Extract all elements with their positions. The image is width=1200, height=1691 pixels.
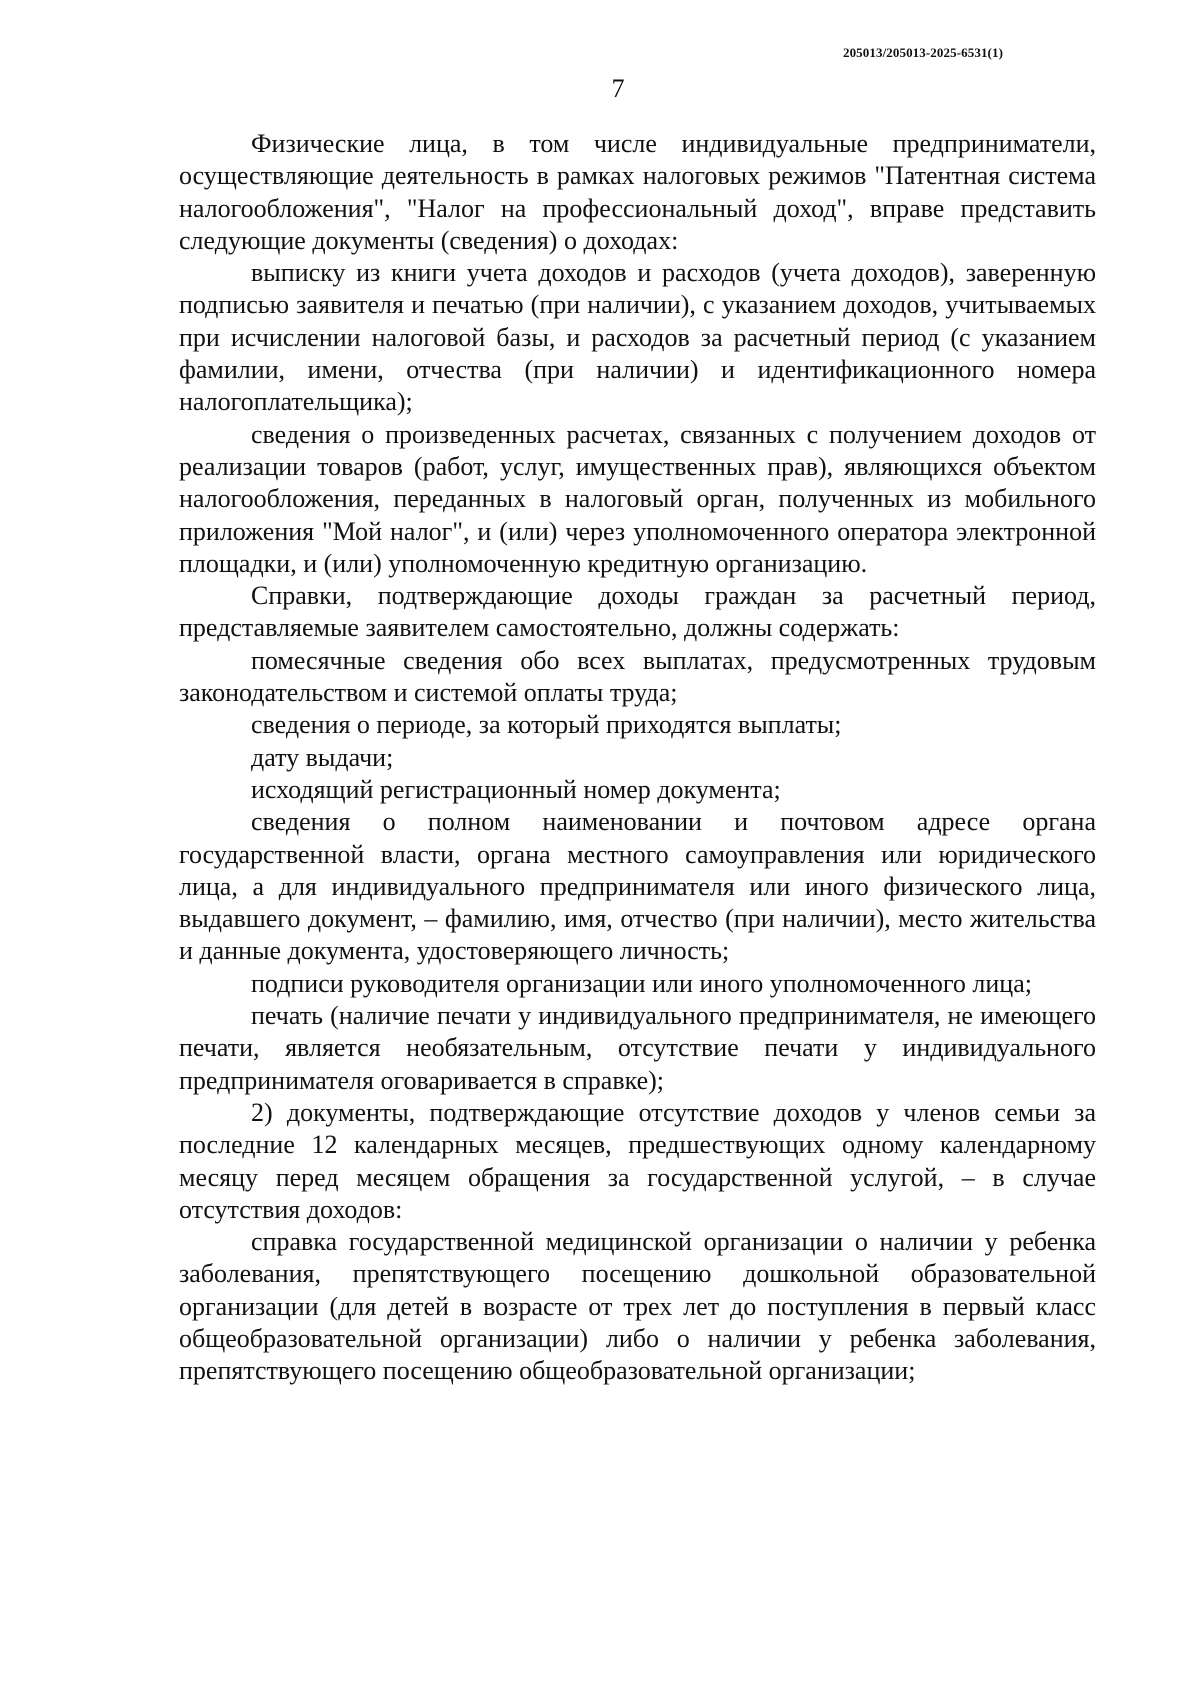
paragraph: Справки, подтверждающие доходы граждан за расчетный период, представляемые заявителем самостоятельно, должны содержать: [179,581,1096,643]
document-id: 205013/205013-2025-6531(1) [842,45,1003,60]
paragraph: подписи руководителя организации или иного уполномоченного лица; [251,968,1032,998]
paragraph: исходящий регистрационный номер документа; [251,774,781,804]
paragraph: печать (наличие печати у индивидуального предпринимателя, не имеющего печати, является необязательным, отсутствие печати у индивидуального предпринимателя оговаривается в справке); [179,1001,1096,1095]
paragraph: справка государственной медицинской организации о наличии у ребенка заболевания, препятствующего посещению дошкольной образовательной организации (для детей в возрасте от трех лет до поступления в первый класс общеобразовательной организации) либо о наличии у ребенка заболевания, препятствующего посещению общеобразовательной организации; [179,1227,1096,1386]
paragraph: сведения о полном наименовании и почтовом адресе органа государственной власти, органа местного самоуправления или юридического лица, а для индивидуального предпринимателя или иного физического лица, выдавшего документ, – фамилию, имя, отчество (при наличии), место жительства и данные документа, удостоверяющего личность; [179,807,1096,966]
paragraph: помесячные сведения обо всех выплатах, предусмотренных трудовым законодательством и системой оплаты труда; [179,645,1096,708]
paragraph: сведения о произведенных расчетах, связанных с получением доходов от реализации товаров (работ, услуг, имущественных прав), являющихся объектом налогообложения, переданных в налоговый орган, полученных из мобильного приложения "Мой налог", и (или) через уполномоченного оператора электронной площадки, и (или) уполномоченную кредитную организацию. [179,419,1096,578]
document-body [179,128,1096,1388]
paragraph: 2) документы, подтверждающие отсутствие доходов у членов семьи за последние 12 календарных месяцев, предшествующих одному календарному месяцу перед месяцем обращения за государственной услугой, – в случае отсутствия доходов: [179,1097,1096,1224]
paragraph: Физические лица, в том числе индивидуальные предприниматели, осуществляющие деятельность в рамках налоговых режимов "Патентная система налогообложения", "Налог на профессиональный доход", вправе представить следующие документы (сведения) о доходах: [179,129,1096,255]
paragraph: выписку из книги учета доходов и расходов (учета доходов), заверенную подписью заявителя и печатью (при наличии), с указанием доходов, учитываемых при исчислении налоговой базы, и расходов за расчетный период (с указанием фамилии, имени, отчества (при наличии) и идентификационного номера налогоплательщика); [179,258,1096,417]
page-number: 7 [611,74,625,103]
paragraph: дату выдачи; [251,742,394,772]
paragraph: сведения о периоде, за который приходятся выплаты; [251,710,842,740]
